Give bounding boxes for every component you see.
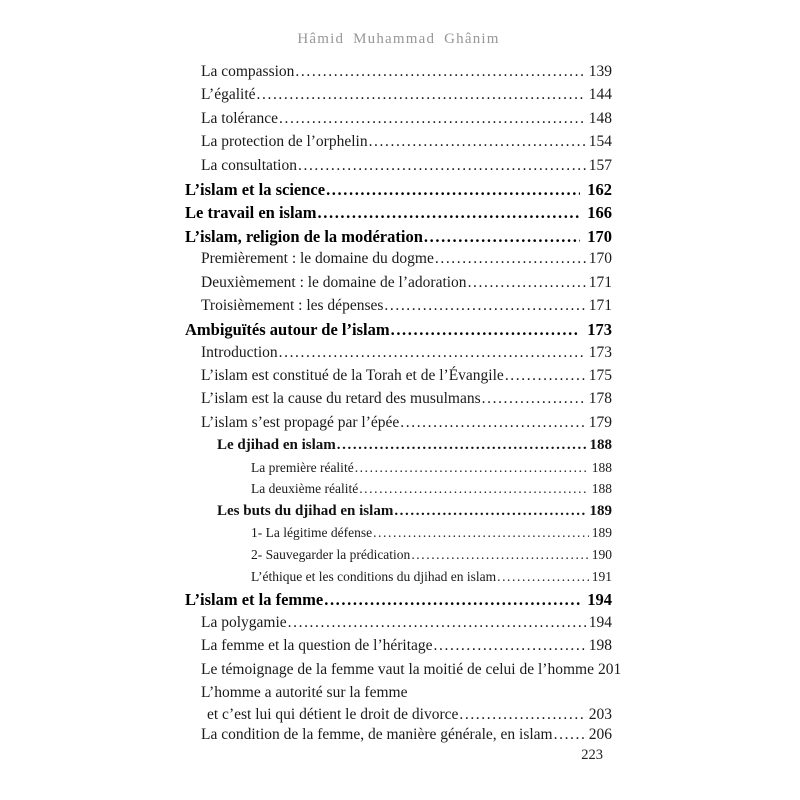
- toc-entry: [185, 157, 612, 180]
- toc-entry: [185, 274, 612, 297]
- toc-entry-page-number: 188: [589, 437, 612, 454]
- toc-entry: [185, 569, 612, 591]
- toc-entry: [185, 726, 612, 749]
- toc-entry-page-number: 157: [588, 156, 612, 174]
- toc-entry-label: 2- Sauvegarder la prédication: [251, 547, 411, 563]
- dot-leader: [435, 250, 586, 268]
- toc-entry-page-number: 170: [588, 250, 612, 268]
- toc-entry-label: 1- La légitime défense: [251, 525, 373, 541]
- toc-entry-page-number: 188: [591, 459, 612, 475]
- toc-entry-page-number: 178: [588, 390, 612, 408]
- dot-leader: [424, 227, 580, 247]
- toc-entry-page-number: 148: [588, 109, 612, 127]
- toc-entry: [185, 250, 612, 273]
- toc-entry: [185, 390, 612, 413]
- toc-entry: [185, 203, 612, 226]
- toc-entry: [185, 481, 612, 503]
- toc-entry-page-number: 179: [588, 413, 612, 431]
- toc-entry-page-number: 170: [587, 226, 612, 246]
- toc-entry-label: L’islam est la cause du retard des musulmans: [201, 390, 481, 408]
- toc-entry-label: Le djihad en islam: [217, 437, 336, 454]
- dot-leader: [411, 547, 588, 563]
- toc-entry: [185, 414, 612, 437]
- toc-entry: [185, 706, 612, 727]
- dot-leader: [318, 203, 581, 223]
- dot-leader: [468, 274, 586, 292]
- toc-entry: [185, 503, 612, 525]
- toc-entry-label: Troisièmement : les dépenses: [201, 296, 384, 314]
- toc-entry: [185, 63, 612, 86]
- toc-entry-label: Les buts du djihad en islam: [217, 503, 394, 520]
- toc-entry-label: La deuxième réalité: [251, 481, 359, 497]
- toc-entry-label: L’islam et la femme: [185, 590, 324, 610]
- toc-entry: [185, 590, 612, 613]
- toc-entry-page-number: 173: [588, 343, 612, 361]
- dot-leader: [459, 706, 585, 724]
- toc-entry-page-number: 188: [591, 481, 612, 497]
- toc-entry-label: L’homme a autorité sur la femme: [201, 684, 408, 702]
- toc-entry-page-number: 206: [588, 726, 612, 744]
- toc-entry: [185, 660, 622, 684]
- toc-entry-label: La première réalité: [251, 459, 354, 475]
- toc-entry-label: Le travail en islam: [185, 203, 317, 223]
- toc-entry-label: Le témoignage de la femme vaut la moitié de celui de l’homme: [201, 660, 594, 678]
- toc-entry-page-number: 194: [587, 590, 612, 610]
- toc-entry-page-number: 191: [591, 568, 612, 584]
- toc-entry-page-number: 189: [591, 525, 612, 541]
- toc-entry-label: La tolérance: [201, 109, 279, 127]
- dot-leader: [384, 297, 585, 315]
- toc-entry-label: L’islam s’est propagé par l’épée: [201, 413, 400, 431]
- dot-leader: [394, 503, 586, 520]
- dot-leader: [359, 481, 589, 497]
- toc-entry-label: La femme et la question de l’héritage: [201, 637, 433, 655]
- toc-entry-page-number: 144: [588, 86, 612, 104]
- dot-leader: [505, 367, 586, 385]
- dot-leader: [326, 180, 580, 200]
- toc-entry: [185, 437, 612, 459]
- dot-leader: [369, 133, 586, 151]
- toc-entry-label: L’islam, religion de la modération: [185, 226, 423, 246]
- dot-leader: [554, 726, 586, 744]
- toc-entry: [185, 86, 612, 109]
- dot-leader: [279, 110, 586, 128]
- toc-entry: [185, 525, 612, 547]
- toc-entry: [185, 547, 612, 569]
- toc-entry-label: L’islam et la science: [185, 179, 326, 199]
- dot-leader: [295, 63, 585, 81]
- toc-entry-label: et c’est lui qui détient le droit de divorce: [207, 705, 459, 723]
- running-header-author: Hâmid Muhammad Ghânim: [297, 31, 500, 47]
- toc-entry-page-number: 203: [588, 705, 612, 723]
- toc-entry-label: L’islam est constitué de la Torah et de l’Évangile: [201, 367, 504, 385]
- toc-entry: [185, 110, 612, 133]
- dot-leader: [288, 614, 586, 632]
- toc-entry-page-number: 173: [587, 320, 612, 340]
- dot-leader: [355, 460, 589, 476]
- table-of-contents: [185, 63, 622, 749]
- toc-entry-label: L’égalité: [201, 86, 256, 104]
- toc-entry: [185, 614, 612, 637]
- dot-leader: [400, 414, 585, 432]
- toc-entry: [185, 367, 612, 390]
- toc-entry-page-number: 189: [589, 503, 612, 520]
- toc-entry: [185, 684, 612, 706]
- toc-entry-label: La polygamie: [201, 613, 287, 631]
- toc-entry-page-number: 198: [588, 637, 612, 655]
- page-number: 223: [581, 747, 603, 763]
- toc-entry: [185, 344, 612, 367]
- toc-entry: [185, 637, 612, 660]
- toc-entry: [185, 297, 612, 320]
- toc-entry-page-number: 171: [588, 296, 612, 314]
- dot-leader: [279, 344, 586, 362]
- toc-entry-page-number: 175: [588, 367, 612, 385]
- toc-entry-label: La protection de l’orphelin: [201, 133, 368, 151]
- toc-entry: [185, 180, 612, 203]
- toc-entry-page-number: 190: [591, 547, 612, 563]
- toc-entry-label: Deuxièmement : le domaine de l’adoration: [201, 273, 467, 291]
- dot-leader: [391, 320, 581, 340]
- dot-leader: [337, 437, 587, 454]
- dot-leader: [373, 525, 589, 541]
- toc-entry-label: Introduction: [201, 343, 278, 361]
- toc-entry: [185, 133, 612, 156]
- dot-leader: [257, 86, 586, 104]
- toc-entry-label: La condition de la femme, de manière générale, en islam: [201, 726, 553, 744]
- dot-leader: [497, 569, 589, 585]
- toc-entry-page-number: 171: [588, 273, 612, 291]
- toc-entry-page-number: 139: [588, 63, 612, 80]
- toc-entry-page-number: 194: [588, 613, 612, 631]
- toc-entry-page-number: 166: [587, 203, 612, 223]
- dot-leader: [324, 590, 580, 610]
- toc-entry-page-number: 201: [597, 660, 622, 678]
- dot-leader: [482, 390, 586, 408]
- dot-leader: [298, 157, 586, 175]
- toc-entry-label: La consultation: [201, 156, 297, 174]
- toc-entry-label: L’éthique et les conditions du djihad en islam: [251, 568, 497, 584]
- dot-leader: [434, 637, 586, 655]
- toc-entry-label: La compassion: [201, 63, 295, 80]
- toc-entry-page-number: 162: [587, 179, 612, 199]
- toc-entry: [185, 460, 612, 482]
- toc-entry-page-number: 154: [588, 133, 612, 151]
- toc-entry: [185, 227, 612, 250]
- toc-entry-label: Premièrement : le domaine du dogme: [201, 250, 434, 268]
- toc-entry-label: Ambiguïtés autour de l’islam: [185, 320, 390, 340]
- toc-entry: [185, 320, 612, 343]
